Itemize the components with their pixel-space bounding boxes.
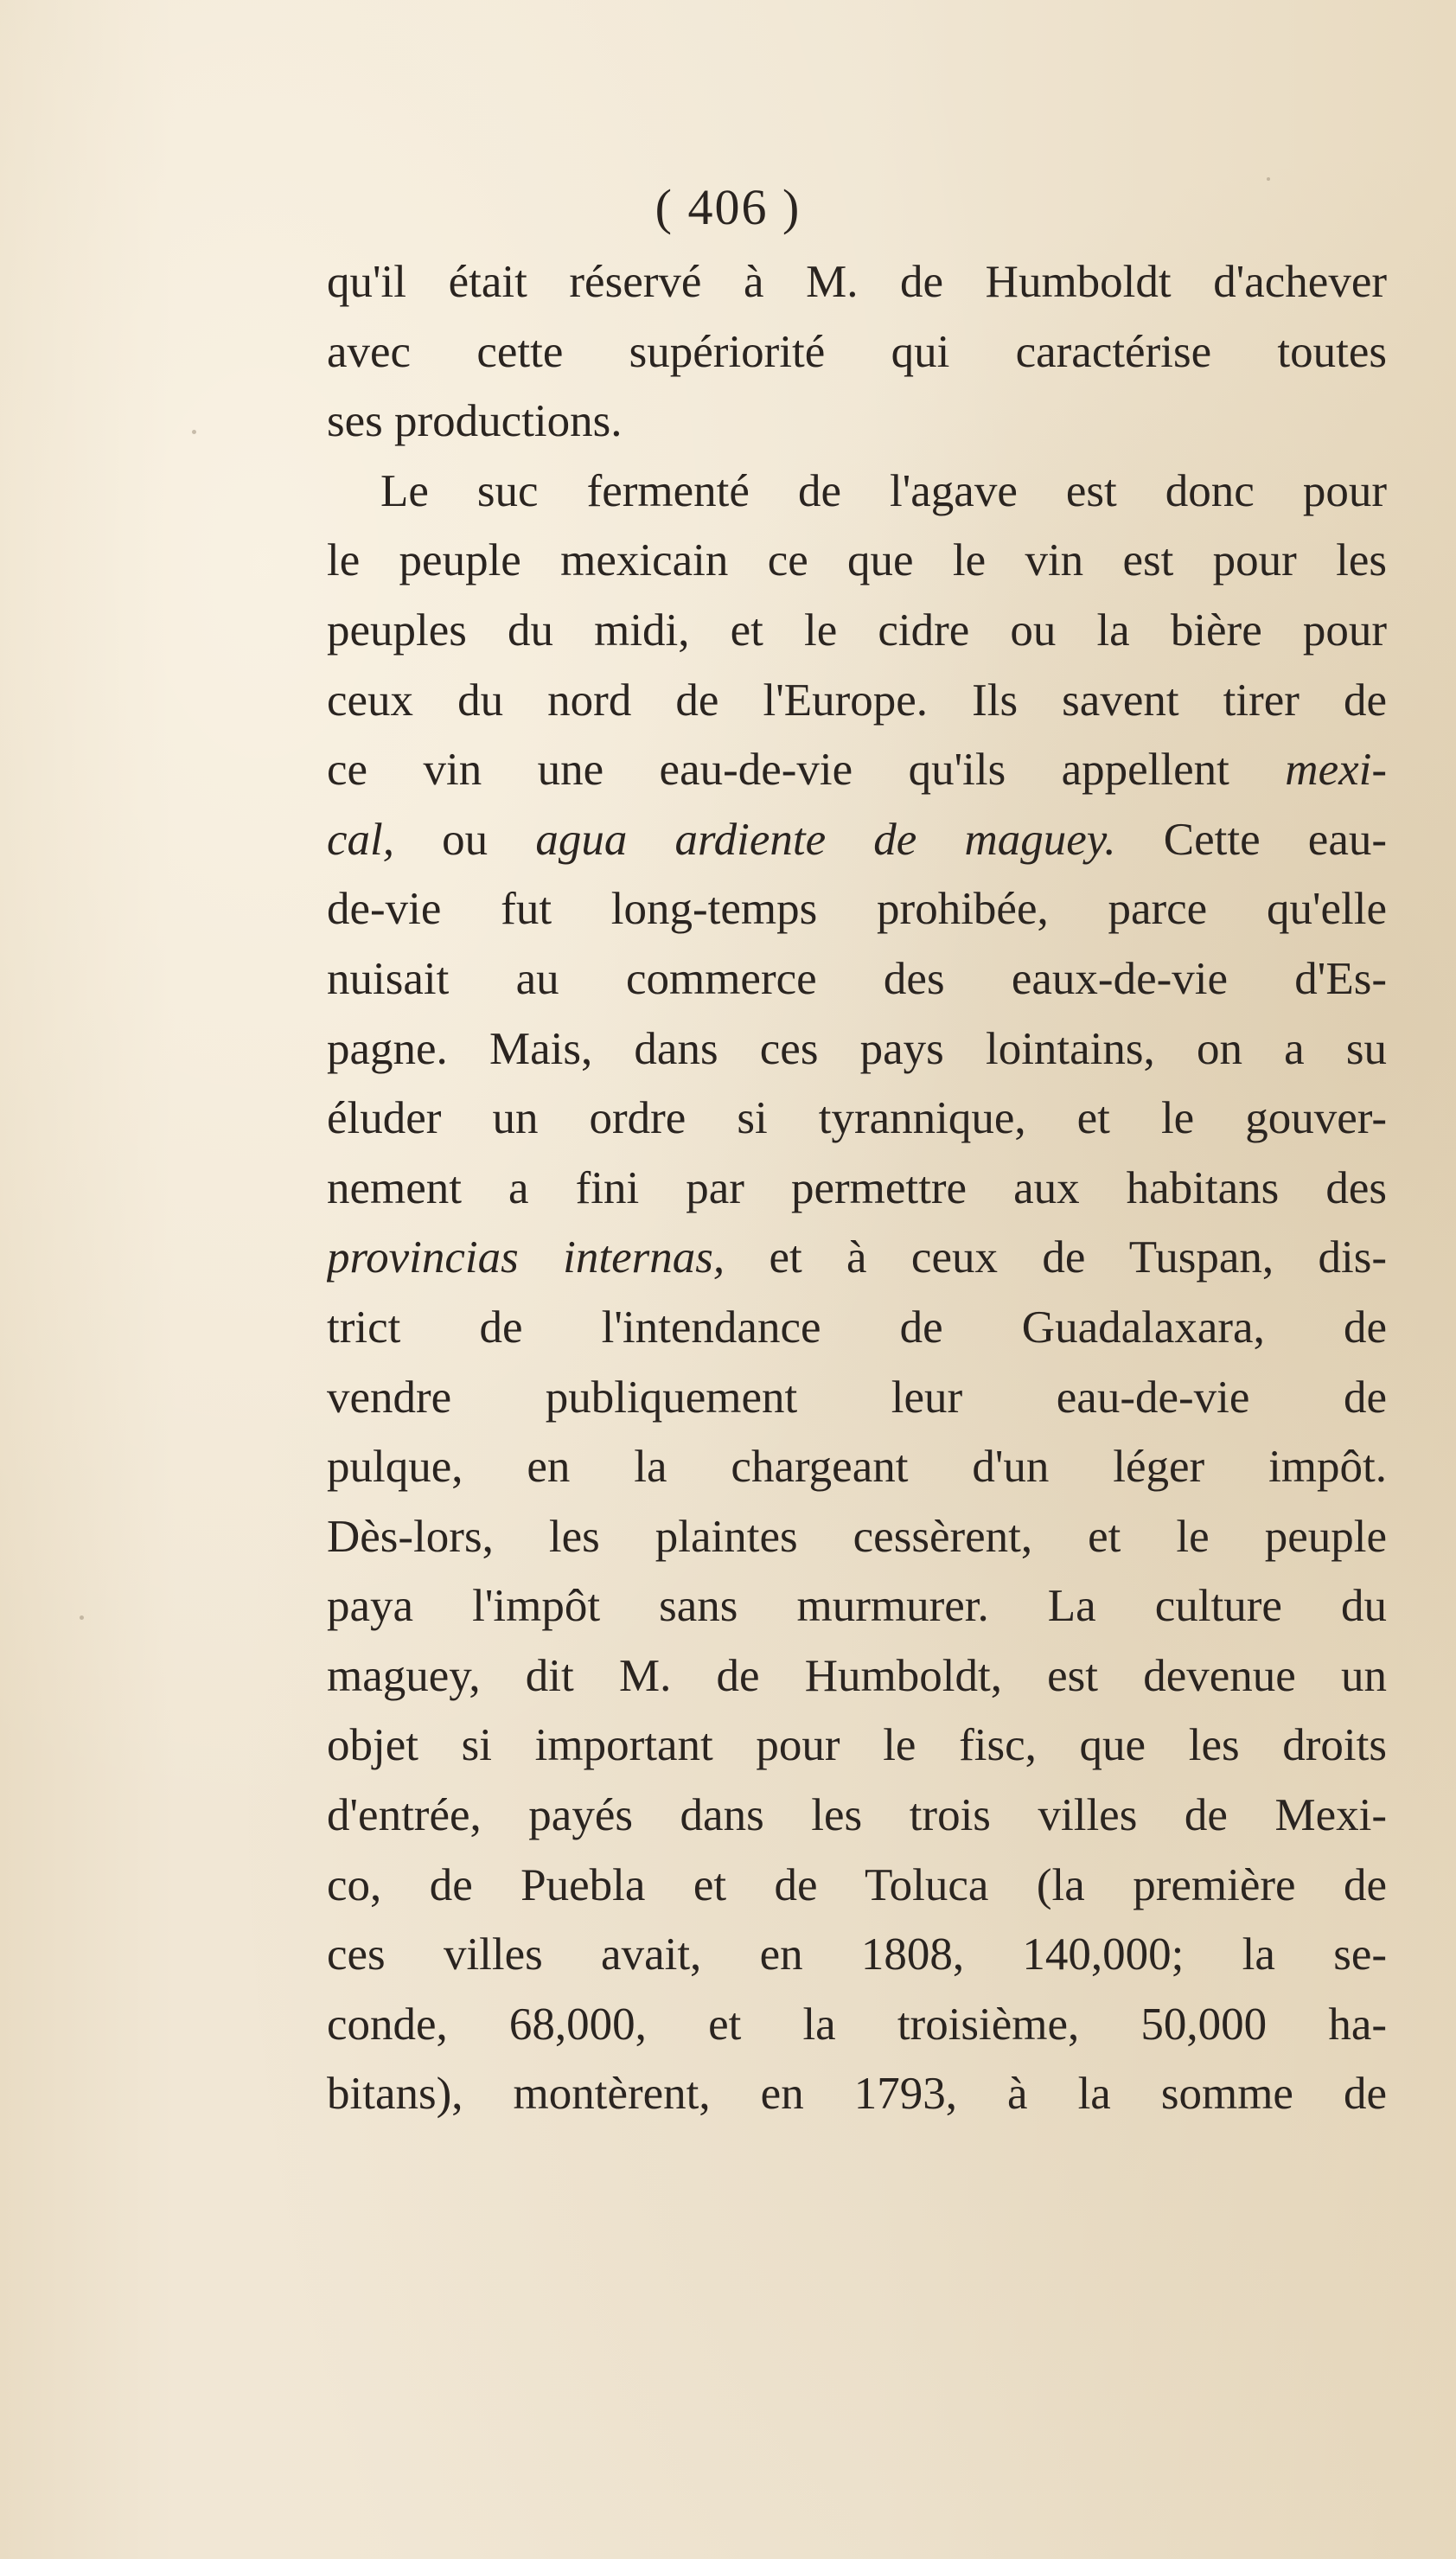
- text-line: avec cette supériorité qui caractérise toutes: [327, 326, 1387, 377]
- text-line: Le suc fermenté de l'agave est donc pour: [380, 465, 1387, 516]
- text-line: ceux du nord de l'Europe. Ils savent tirer de: [327, 675, 1387, 726]
- text-line: paya l'impôt sans murmurer. La culture du: [327, 1581, 1387, 1632]
- text-line: Dès-lors, les plaintes cessèrent, et le peuple: [327, 1511, 1387, 1562]
- text-line: de-vie fut long-temps prohibée, parce qu'elle: [327, 884, 1387, 935]
- text-line: bitans), montèrent, en 1793, à la somme de: [327, 2069, 1387, 2120]
- text-line: peuples du midi, et le cidre ou la bière pour: [327, 605, 1387, 656]
- page-number: ( 406 ): [655, 179, 801, 235]
- text-line: ses productions.: [327, 396, 623, 447]
- text-line: qu'il était réservé à M. de Humboldt d'achever: [327, 257, 1387, 307]
- body-text: [327, 247, 1387, 2129]
- text-line: conde, 68,000, et la troisième, 50,000 ha-: [327, 1999, 1387, 2050]
- text-line: le peuple mexicain ce que le vin est pour les: [327, 535, 1387, 586]
- text-line: ces villes avait, en 1808, 140,000; la se-: [327, 1929, 1387, 1980]
- text-line: trict de l'intendance de Guadalaxara, de: [327, 1302, 1387, 1353]
- text-line: co, de Puebla et de Toluca (la première de: [327, 1859, 1387, 1910]
- text-line: vendre publiquement leur eau-de-vie de: [327, 1372, 1387, 1423]
- paper-speck: [80, 1615, 84, 1620]
- text-line: d'entrée, payés dans les trois villes de Mexi-: [327, 1790, 1387, 1841]
- text-line: pulque, en la chargeant d'un léger impôt.: [327, 1442, 1387, 1493]
- text-line: ce vin une eau-de-vie qu'ils appellent mexi-: [327, 745, 1387, 796]
- text-line: provincias internas, et à ceux de Tuspan, dis-: [327, 1232, 1387, 1283]
- text-line: maguey, dit M. de Humboldt, est devenue un: [327, 1650, 1387, 1701]
- text-line: nuisait au commerce des eaux-de-vie d'Es-: [327, 953, 1387, 1004]
- text-line: pagne. Mais, dans ces pays lointains, on a su: [327, 1023, 1387, 1074]
- text-line: éluder un ordre si tyrannique, et le gouver-: [327, 1093, 1387, 1144]
- text-line: cal, ou agua ardiente de maguey. Cette eau-: [327, 814, 1387, 865]
- paper-speck: [192, 430, 196, 434]
- text-line: objet si important pour le fisc, que les droits: [327, 1720, 1387, 1771]
- text-line: nement a fini par permettre aux habitans des: [327, 1162, 1387, 1213]
